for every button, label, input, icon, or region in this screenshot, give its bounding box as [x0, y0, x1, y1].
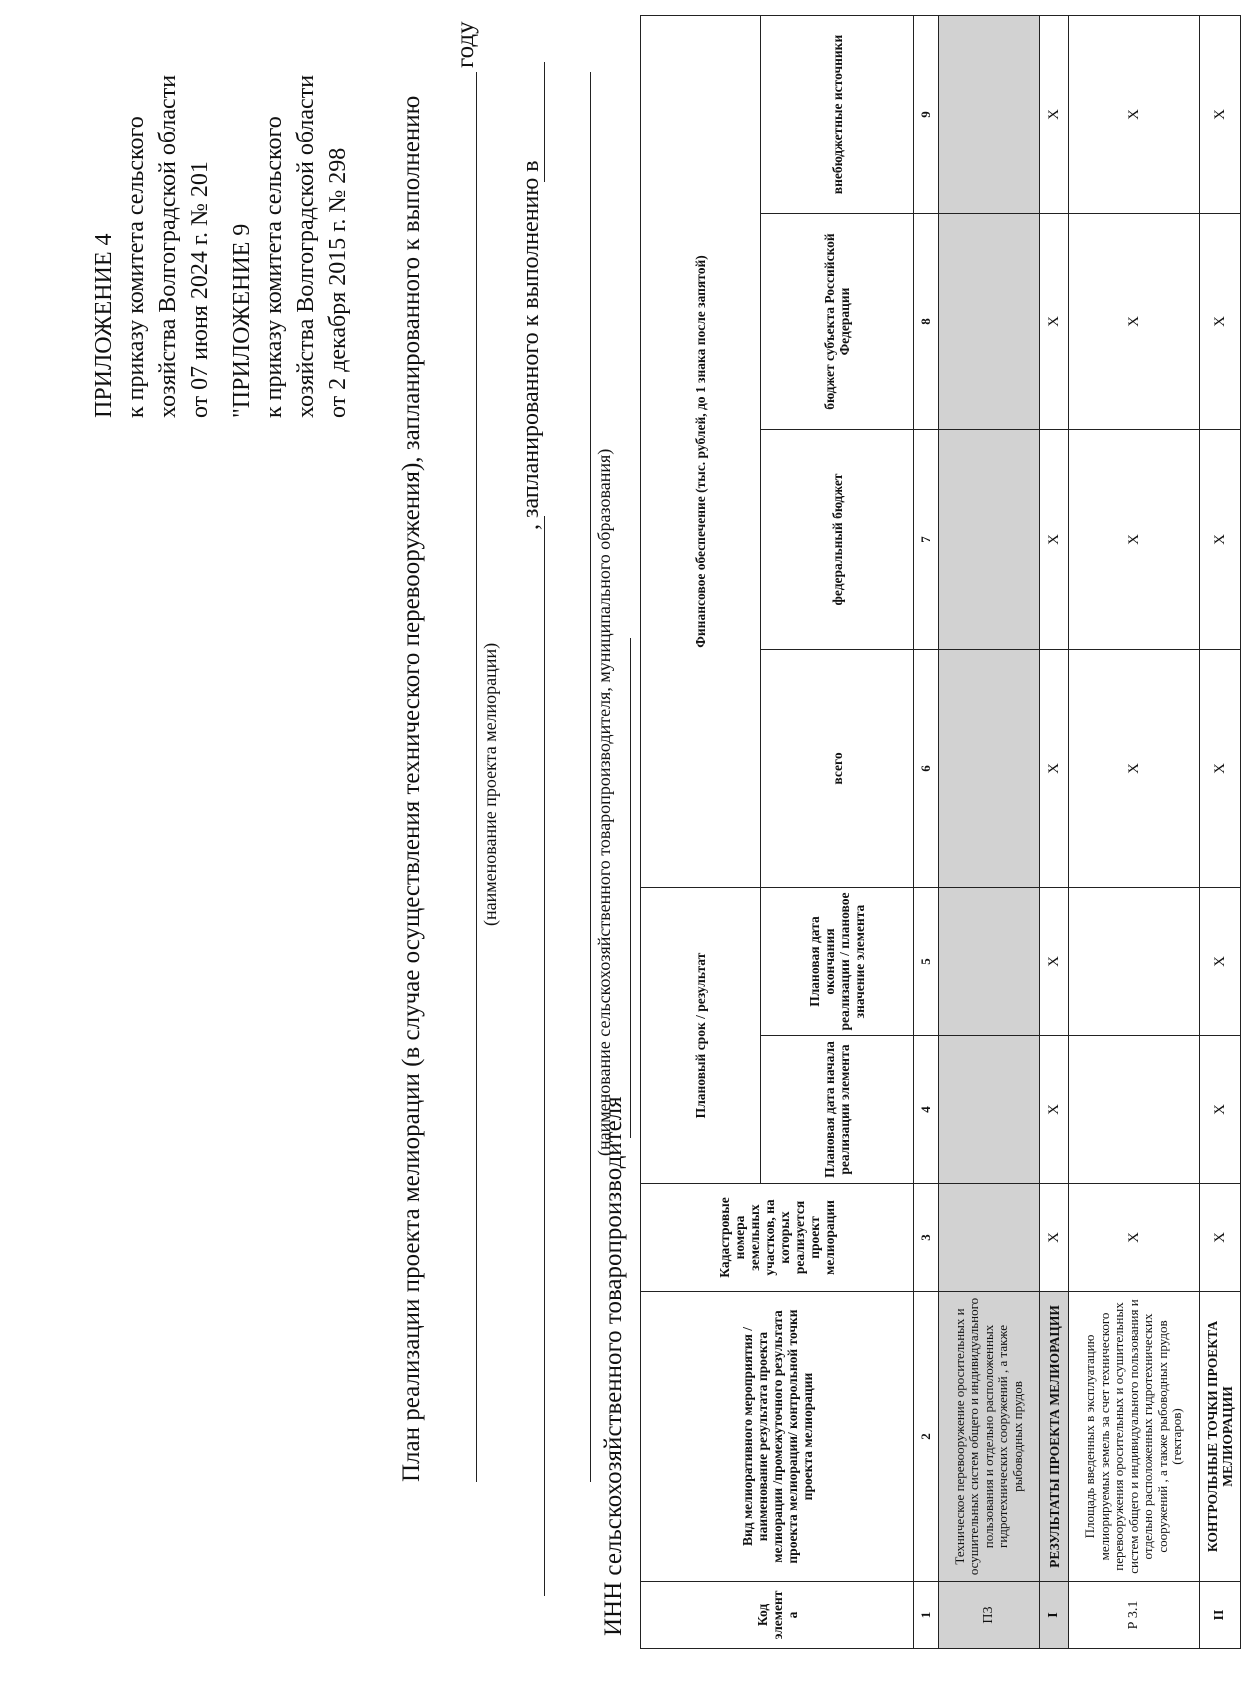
row-cell: X [1040, 1036, 1069, 1184]
header-code: Код элемент а [641, 1582, 914, 1649]
row-cell [939, 888, 1040, 1036]
row-name: КОНТРОЛЬНЫЕ ТОЧКИ ПРОЕКТА МЕЛИОРАЦИИ [1200, 1292, 1241, 1582]
column-number: 3 [914, 1184, 939, 1292]
row-cell [939, 1036, 1040, 1184]
year-blank-line [544, 62, 545, 182]
row-cell: X [1069, 650, 1200, 888]
row-cell: X [1200, 888, 1241, 1036]
row-cell [1069, 888, 1200, 1036]
row-cell: X [1069, 15, 1200, 213]
row-cell [939, 15, 1040, 213]
column-number: 9 [914, 15, 939, 213]
header-regional: бюджет субъекта Российской Федерации [761, 214, 914, 430]
row-cell: X [1200, 1184, 1241, 1292]
row-cell: X [1040, 888, 1069, 1036]
header-extra: внебюджетные источники [761, 15, 914, 213]
appendix-current-line: ПРИЛОЖЕНИЕ 4 [91, 233, 117, 418]
row-name: Техническое перевооружение оросительных и осушительных систем общего и индивидуального пользования и отдельно расположенных гидротехнических сооружений , а также рыбоводных прудов [939, 1292, 1040, 1582]
appendix-previous [226, 75, 354, 418]
column-number: 2 [914, 1292, 939, 1582]
column-number: 1 [914, 1582, 939, 1649]
row-cell [939, 430, 1040, 650]
table-row [1200, 15, 1241, 1648]
row-cell [1069, 1036, 1200, 1184]
header-plan-term: Плановый срок / результат [641, 888, 761, 1184]
row-cell: X [1040, 1184, 1069, 1292]
header-end-date: Плановая дата окончания реализации / плановое значение элемента [761, 888, 914, 1036]
row-cell: X [1200, 650, 1241, 888]
inn-label: ИНН сельскохозяйственного товаропроизводителя [600, 1096, 627, 1636]
table-row [1040, 15, 1069, 1648]
column-number: 4 [914, 1036, 939, 1184]
row-cell: X [1200, 1036, 1241, 1184]
row-cell: X [1069, 214, 1200, 430]
row-cell: X [1200, 214, 1241, 430]
row-code: П3 [939, 1582, 1040, 1649]
row-cell: X [1040, 650, 1069, 888]
page-title: План реализации проекта мелиорации (в случае осуществления технического перевооружения), запланированного к выполнению [398, 95, 425, 1482]
appendix-previous-line: от 2 декабря 2015 г. № 298 [325, 147, 351, 418]
row-cell [939, 1184, 1040, 1292]
appendix-current-line: хозяйства Волгоградской области [155, 74, 181, 418]
row-cell: X [1200, 430, 1241, 650]
title-year-suffix: году [452, 21, 479, 68]
header-start-date: Плановая дата начала реализации элемента [761, 1036, 914, 1184]
column-number: 7 [914, 430, 939, 650]
caption-producer: (наименование сельскохозяйственного товаропроизводителя, муниципального образования) [594, 448, 614, 1156]
column-number: 6 [914, 650, 939, 888]
plan-table [640, 15, 1241, 1649]
column-number: 8 [914, 214, 939, 430]
header-federal: федеральный бюджет [761, 430, 914, 650]
row-cell: X [1069, 1184, 1200, 1292]
row-cell: X [1040, 214, 1069, 430]
header-finance: Финансовое обеспечение (тыс. рублей, до 1 знака после запятой) [641, 15, 761, 887]
row-code: Р 3.1 [1069, 1582, 1200, 1649]
producer-line [544, 516, 545, 1596]
caption-project: (наименование проекта мелиорации) [480, 642, 500, 926]
row-cell: X [1069, 430, 1200, 650]
appendix-previous-line: "ПРИЛОЖЕНИЕ 9 [229, 223, 255, 418]
appendix-previous-line: хозяйства Волгоградской области [293, 74, 319, 418]
header-total: всего [761, 650, 914, 888]
row-name: Площадь введенных в эксплуатацию мелиорируемых земель за счет технического перевооружения оросительных и осушительных систем общего и индивидуального пользования и отдельно расположенных гидротехнических сооружений , а также рыбоводных прудов (гектаров) [1069, 1292, 1200, 1582]
row-code: I [1040, 1582, 1069, 1649]
appendix-previous-line: к приказу комитета сельского [261, 116, 287, 418]
appendix-current-line: к приказу комитета сельского [123, 116, 149, 418]
header-cadastral: Кадастровые номера земельных участков, на которых реализуется проект мелиорации [641, 1184, 914, 1292]
column-number: 5 [914, 888, 939, 1036]
header-type: Вид мелиоративного мероприятия / наименование результата проекта мелиорации /промежуточного результата проекта мелиорации/ контрольной точки проекта мелиорации [641, 1292, 914, 1582]
planned-in-text: , запланированного к выполнению в [518, 160, 544, 530]
column-numbers-row [914, 15, 939, 1648]
row-cell: X [1040, 15, 1069, 213]
row-cell: X [1040, 430, 1069, 650]
project-name-line [476, 72, 477, 1482]
row-name: РЕЗУЛЬТАТЫ ПРОЕКТА МЕЛИОРАЦИИ [1040, 1292, 1069, 1582]
appendix-current-line: от 07 июня 2024 г. № 201 [187, 161, 213, 418]
row-cell [939, 214, 1040, 430]
inn-line [630, 638, 631, 1138]
row-cell [939, 650, 1040, 888]
table-row [939, 15, 1040, 1648]
producer-caption-line [590, 72, 591, 1482]
appendix-current [88, 75, 216, 418]
row-code: II [1200, 1582, 1241, 1649]
row-cell: X [1200, 15, 1241, 213]
table-row [1069, 15, 1200, 1648]
